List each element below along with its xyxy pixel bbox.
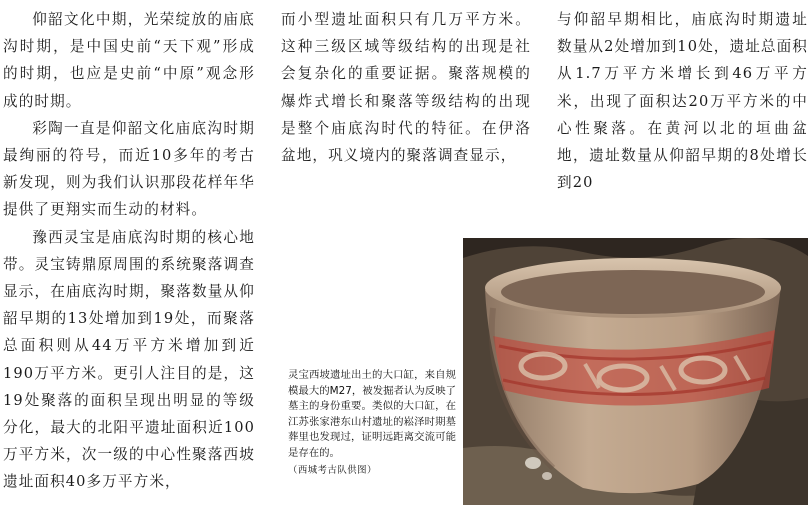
paragraph: 彩陶一直是仰韶文化庙底沟时期最绚丽的符号，而近10多年的考古新发现，则为我们认识那段花样年华提供了更翔实而生动的材料。 <box>3 119 255 219</box>
paragraph: 豫西灵宝是庙底沟时期的核心地带。灵宝铸鼎原周围的系统聚落调查显示，在庙底沟时期，聚落数量从仰韶早期的13处增加到19处，而聚落总面积则从44万平方米增加到近190万平方米。更引人注目的是，这19处聚落的面积呈现出明显的等级分化，最大的北阳平遗址面积近100万平方米，次一级的中心性聚落西坡遗址面积40多万平方米， <box>3 228 255 491</box>
text-column-1 <box>3 6 255 496</box>
photo-caption <box>288 368 456 478</box>
paragraph: 而小型遗址面积只有几万平方米。这种三级区域等级结构的出现是社会复杂化的重要证据。聚落规模的爆炸式增长和聚落等级结构的出现是整个庙底沟时代的特征。在伊洛盆地，巩义境内的聚落调查显示， <box>281 11 531 165</box>
caption-text: 灵宝西坡遗址出土的大口缸，来自规模最大的M27，被发掘者认为反映了墓主的身份重要。类似的大口缸，在江苏张家港东山村遗址的崧泽时期墓葬里也发现过，证明远距离交流可能是存在的。 <box>288 369 456 459</box>
photo-credit: （西城考古队供图） <box>288 464 377 476</box>
paragraph: 与仰韶早期相比，庙底沟时期遗址数量从2处增加到10处，遗址总面积从1.7万平方米增长到46万平方米，出现了面积达20万平方米的中心性聚落。在黄河以北的垣曲盆地，遗址数量从仰韶早期的8处增长到20 <box>557 11 808 192</box>
paragraph: 仰韶文化中期，光荣绽放的庙底沟时期，是中国史前“天下观”形成的时期，也应是史前“中原”观念形成的时期。 <box>3 11 255 110</box>
text-column-2 <box>281 6 531 169</box>
pottery-jar-photo <box>463 238 808 505</box>
text-column-3 <box>557 6 808 196</box>
